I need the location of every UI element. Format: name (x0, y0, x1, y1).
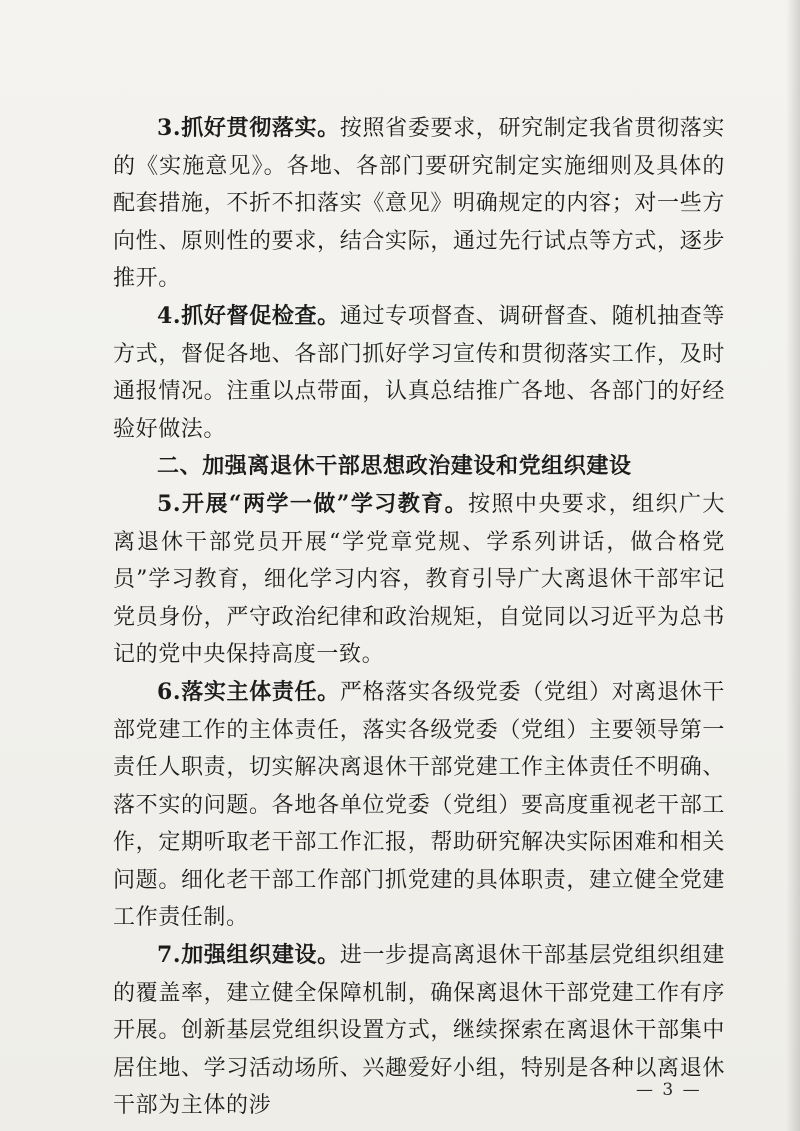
paragraph-3 (113, 110, 725, 298)
paragraph-text: 通过专项督查、调研督查、随机抽查等方式，督促各地、各部门抓好学习宣传和贯彻落实工作，及时通报情况。注重以点带面，认真总结推广各地、各部门的好经验好做法。 (113, 303, 725, 442)
paragraph-lead: 4.抓好督促检查。 (157, 302, 340, 329)
section-heading: 二、加强离退休干部思想政治建设和党组织建设 (157, 454, 632, 480)
scan-edge-shadow (786, 0, 800, 1131)
paragraph-lead: 7.加强组织建设。 (157, 942, 340, 969)
paragraph-text: 按照中央要求，组织广大离退休干部党员开展“学党章党规、学系列讲话，做合格党员”学习教育，细化学习内容，教育引导广大离退休干部牢记党员身份，严守政治纪律和政治规矩，自觉同以习近平为总书记的党中央保持高度一致。 (113, 491, 725, 668)
paragraph-6 (113, 674, 725, 937)
page-number: — 3 — (636, 1080, 702, 1100)
paragraph-text: 按照省委要求，研究制定我省贯彻落实的《实施意见》。各地、各部门要研究制定实施细则及具体的配套措施，不折不扣落实《意见》明确规定的内容；对一些方向性、原则性的要求，结合实际，通过先行试点等方式，逐步推开。 (113, 116, 725, 292)
paragraph-lead: 3.抓好贯彻落实。 (157, 115, 340, 141)
paragraph-7 (113, 937, 725, 1125)
paragraph-lead: 5.开展“两学一做”学习教育。 (157, 490, 469, 517)
paragraph-lead: 6.落实主体责任。 (157, 678, 340, 705)
document-body (113, 110, 725, 1125)
paragraph-5 (113, 486, 725, 674)
paragraph-text: 严格落实各级党委（党组）对离退休干部党建工作的主体责任，落实各级党委（党组）主要领导第一责任人职责，切实解决离退休干部党建工作主体责任不明确、落不实的问题。各地各单位党委（党组）要高度重视老干部工作，定期听取老干部工作汇报，帮助研究解决实际困难和相关问题。细化老干部工作部门抓党建的具体职责，建立健全党建工作责任制。 (113, 679, 725, 931)
paragraph-4 (113, 298, 725, 448)
paragraph-text: 进一步提高离退休干部基层党组织组建的覆盖率，建立健全保障机制，确保离退休干部党建工作有序开展。创新基层党组织设置方式，继续探索在离退休干部集中居住地、学习活动场所、兴趣爱好小组，特别是各种以离退休干部为主体的涉 (113, 943, 725, 1119)
